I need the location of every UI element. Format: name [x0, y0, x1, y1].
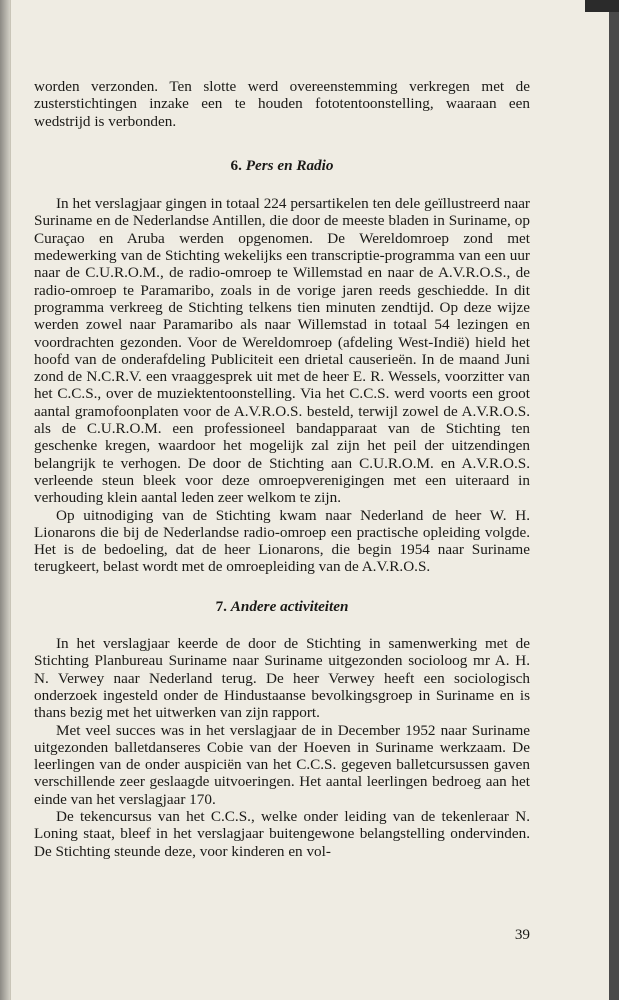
section-heading-andere-activiteiten: [34, 598, 530, 615]
section-heading-pers-en-radio: [34, 157, 530, 174]
section-number: 7.: [215, 597, 227, 615]
page-number: 39: [514, 926, 530, 943]
scan-right-edge: [609, 0, 619, 1000]
section-title: Pers en Radio: [245, 156, 334, 174]
section-number: 6.: [230, 156, 242, 174]
paragraph: In het verslagjaar gingen in totaal 224 persartikelen ten dele geïllustreerd naar Suriname en de Nederlandse Antillen, die door de meeste bladen in Suriname, op Curaçao en Aruba werden opgenomen. De Wereldomroep zond met medewerking van de Stichting wekelijks een transcriptie-programma van een uur naar de C.U.R.O.M., de radio-omroep te Willemstad en naar de A.V.R.O.S., de radio-omroep te Paramaribo, zoals in de vorige jaren reeds geschiedde. In dit programma verkreeg de Stichting telkens tien minuten zendtijd. Op deze wijze werden zowel naar Paramaribo als naar Willemstad in totaal 54 lezingen en voordrachten gezonden. Voor de Wereldomroep (afdeling West-Indië) hield het hoofd van de onderafdeling Publiciteit een drietal causerieën. In de maand Juni zond de N.C.R.V. een vraaggesprek uit met de heer E. R. Wessels, voorzitter van het C.C.S., over de muziektentoonstelling. Via het C.C.S. werd voorts een groot aantal gramofoonplaten voor de A.V.R.O.S. besteld, terwijl zowel de A.V.R.O.S. als de C.U.R.O.M. een professioneel bandapparaat van de Stichting ten geschenke kregen, waardoor het mogelijk zal zijn het peil der uitzendingen belangrijk te verhogen. De door de Stichting aan C.U.R.O.M. en A.V.R.O.S. verleende steun bleek voor deze omroepverenigingen met een uiteraard in verhouding klein aantal leden zeer welkom te zijn.: [34, 195, 530, 507]
paragraph: Met veel succes was in het verslagjaar de in December 1952 naar Suriname uitgezonden balletdanseres Cobie van der Hoeven in Suriname werkzaam. De leerlingen van de onder auspiciën van het C.C.S. gegeven balletcursussen gaven verschillende zeer geslaagde uitvoeringen. Het aantal leerlingen bedroeg aan het einde van het verslagjaar 170.: [34, 721, 530, 808]
paragraph: In het verslagjaar keerde de door de Stichting in samenwerking met de Stichting Planbureau Suriname naar Suriname uitgezonden socioloog mr A. H. N. Verwey naar Nederland terug. De heer Verwey heeft een sociologisch onderzoek ingesteld onder de Hindustaanse bevolkingsgroep in Suriname en is thans bezig met het uitwerken van zijn rapport.: [34, 635, 530, 722]
text-column: [34, 78, 530, 860]
scan-top-corner: [585, 0, 619, 12]
paragraph: De tekencursus van het C.C.S., welke onder leiding van de tekenleraar N. Loning staat, bleef in het verslagjaar buitengewone belangstelling ondervinden. De Stichting steunde deze, voor kinderen en vol-: [34, 807, 530, 860]
paragraph: Op uitnodiging van de Stichting kwam naar Nederland de heer W. H. Lionarons die bij de Nederlandse radio-omroep een practische opleiding volgde. Het is de bedoeling, dat de heer Lionarons, die begin 1954 naar Suriname terugkeert, belast wordt met de omroepleiding van de A.V.R.O.S.: [34, 506, 530, 576]
book-gutter-shadow: [0, 0, 10, 1000]
section-title: Andere activiteiten: [230, 597, 349, 615]
intro-paragraph: worden verzonden. Ten slotte werd overeenstemming verkregen met de zusterstichtingen inzake een te houden fototentoonstelling, waaraan een wedstrijd is verbonden.: [34, 78, 530, 130]
